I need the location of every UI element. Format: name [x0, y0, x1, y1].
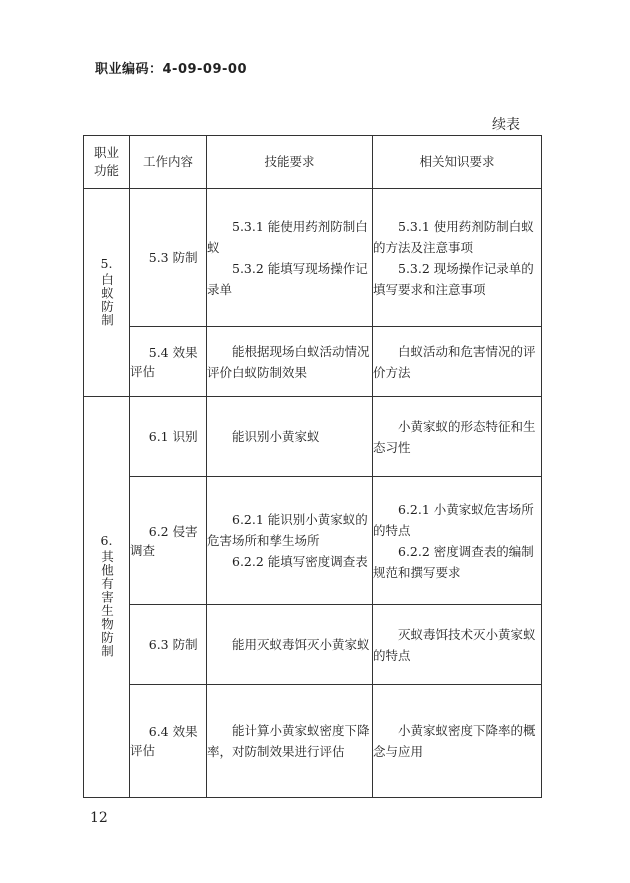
table-row [84, 397, 542, 477]
work-content-cell: 6.4 效果评估 [130, 685, 207, 798]
table-row [84, 605, 542, 685]
table-row [84, 189, 542, 327]
skill-cell: 6.2.1 能识别小黄家蚁的危害场所和孳生场所 6.2.2 能填写密度调查表 [207, 477, 373, 605]
header-knowledge-requirements: 相关知识要求 [373, 136, 542, 189]
skill-cell: 能根据现场白蚁活动情况评价白蚁防制效果 [207, 327, 373, 397]
work-content-cell: 5.4 效果评估 [130, 327, 207, 397]
header-function: 职业 功能 [84, 136, 130, 189]
page-number: 12 [90, 810, 108, 826]
work-content-cell: 5.3 防制 [130, 189, 207, 327]
work-content-cell: 6.1 识别 [130, 397, 207, 477]
knowledge-cell: 白蚁活动和危害情况的评价方法 [373, 327, 542, 397]
table-row [84, 327, 542, 397]
knowledge-cell: 5.3.1 使用药剂防制白蚁的方法及注意事项 5.3.2 现场操作记录单的填写要求和注意事项 [373, 189, 542, 327]
knowledge-cell: 小黄家蚁密度下降率的概念与应用 [373, 685, 542, 798]
knowledge-cell: 灭蚁毒饵技术灭小黄家蚁的特点 [373, 605, 542, 685]
table-row [84, 685, 542, 798]
knowledge-cell: 6.2.1 小黄家蚁危害场所的特点 6.2.2 密度调查表的编制规范和撰写要求 [373, 477, 542, 605]
skill-cell: 能识别小黄家蚁 [207, 397, 373, 477]
skill-cell: 5.3.1 能使用药剂防制白蚁 5.3.2 能填写现场操作记录单 [207, 189, 373, 327]
work-content-cell: 6.2 侵害调查 [130, 477, 207, 605]
skill-cell: 能用灭蚁毒饵灭小黄家蚁 [207, 605, 373, 685]
function-cell: 6. 其他有害生物防制 [84, 397, 130, 798]
table-header-row [84, 136, 542, 189]
continued-label: 续表 [492, 117, 520, 133]
skill-cell: 能计算小黄家蚁密度下降率，对防制效果进行评估 [207, 685, 373, 798]
skills-table [83, 135, 542, 798]
occupation-code: 职业编码：4-09-09-00 [95, 62, 248, 77]
header-skill-requirements: 技能要求 [207, 136, 373, 189]
work-content-cell: 6.3 防制 [130, 605, 207, 685]
knowledge-cell: 小黄家蚁的形态特征和生态习性 [373, 397, 542, 477]
table-row [84, 477, 542, 605]
function-cell: 5. 白蚁防制 [84, 189, 130, 397]
header-work-content: 工作内容 [130, 136, 207, 189]
